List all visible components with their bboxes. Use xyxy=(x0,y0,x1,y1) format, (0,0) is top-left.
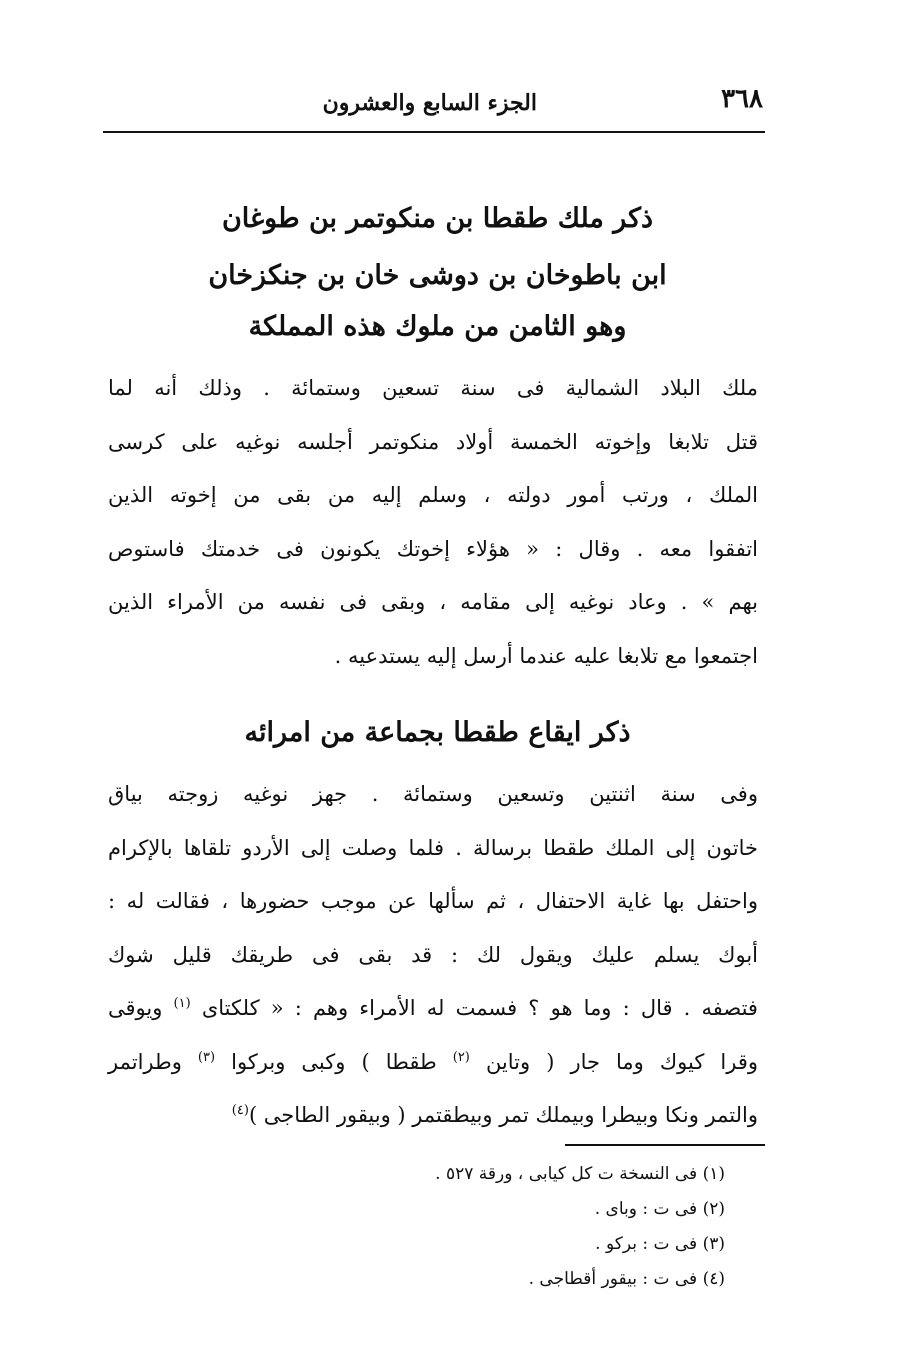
line-text: وطراتمر xyxy=(108,1049,182,1074)
section2-paragraph xyxy=(108,768,758,1143)
paragraph-line: اجتمعوا مع تلابغا عليه عندما أرسل إليه يستدعيه . xyxy=(334,643,758,668)
paragraph-line: وفى سنة اثنتين وتسعين وستمائة . جهز نوغيه زوجته بياق xyxy=(108,782,758,806)
footnote-1: (١) فى النسخة ت كل كيابى ، ورقة ٥٢٧ . xyxy=(435,1164,725,1184)
section1-paragraph xyxy=(108,362,758,683)
paragraph-line: الملك ، ورتب أمور دولته ، وسلم إليه من بقى من إخوته الذين xyxy=(108,483,758,507)
line-text: ويوقى xyxy=(108,996,163,1020)
paragraph-line: قتل تلابغا وإخوته الخمسة أولاد منكوتمر أجلسه نوغيه على كرسى xyxy=(108,429,758,454)
footnote-marker-2: (٢) xyxy=(452,1049,470,1065)
line-text: طقطا ) وكبى وبركوا xyxy=(231,1049,437,1074)
page-header xyxy=(108,80,763,120)
paragraph-line: خاتون إلى الملك طقطا برسالة . فلما وصلت إلى الأردو تلقاها بالإكرام xyxy=(108,835,758,860)
section2-title: ذكر ايقاع طقطا بجماعة من امرائه xyxy=(244,717,631,748)
footnote-4: (٤) فى ت : بيقور أقطاجى . xyxy=(528,1269,725,1289)
paragraph-line: ملك البلاد الشمالية فى سنة تسعين وستمائة . وذلك أنه لما xyxy=(108,376,758,400)
paragraph-line: بهم » . وعاد نوغيه إلى مقامه ، وبقى فى نفسه من الأمراء الذين xyxy=(108,590,758,614)
footnote-marker-3: (٣) xyxy=(197,1049,216,1065)
line-text: والتمر ونكا وبيطرا وبيملك تمر وبيطقتمر ( وبيقور الطاجى ) xyxy=(248,1103,758,1127)
paragraph-line: واحتفل بها غاية الاحتفال ، ثم سألها عن موجب حضورها ، فقالت له : xyxy=(108,889,758,913)
header-rule xyxy=(103,131,765,133)
footnote-marker-1: (١) xyxy=(173,996,191,1011)
page-number: ٣٦٨ xyxy=(721,84,763,114)
paragraph-line xyxy=(108,982,758,1036)
line-text: فتصفه . قال : وما هو ؟ فسمت له الأمراء وهم : « كلكتاى xyxy=(201,996,758,1020)
section1-title-line-3: وهو الثامن من ملوك هذه المملكة xyxy=(248,311,627,342)
footnote-3: (٣) فى ت : بركو . xyxy=(595,1234,725,1254)
footnote-2: (٢) فى ت : وباى . xyxy=(594,1199,725,1219)
section1-title-line-1: ذكر ملك طقطا بن منكوتمر بن طوغان xyxy=(221,203,654,234)
paragraph-line: اتفقوا معه . وقال : « هؤلاء إخوتك يكونون فى خدمتك فاستوص xyxy=(108,536,758,561)
footnote-rule xyxy=(565,1144,765,1146)
running-head: الجزء السابع والعشرون xyxy=(322,90,537,116)
section1-title-line-2: ابن باطوخان بن دوشى خان بن جنكزخان xyxy=(208,260,667,291)
paragraph-line xyxy=(108,1089,758,1143)
line-text: وقرا كيوك وما جار ( وتاين xyxy=(485,1049,758,1074)
paragraph-line: أبوك يسلم عليك ويقول لك : قد بقى فى طريقك قليل شوك xyxy=(108,942,758,967)
footnote-marker-4: (٤) xyxy=(231,1103,249,1118)
footnotes xyxy=(200,1157,725,1297)
paragraph-line xyxy=(108,1036,758,1090)
